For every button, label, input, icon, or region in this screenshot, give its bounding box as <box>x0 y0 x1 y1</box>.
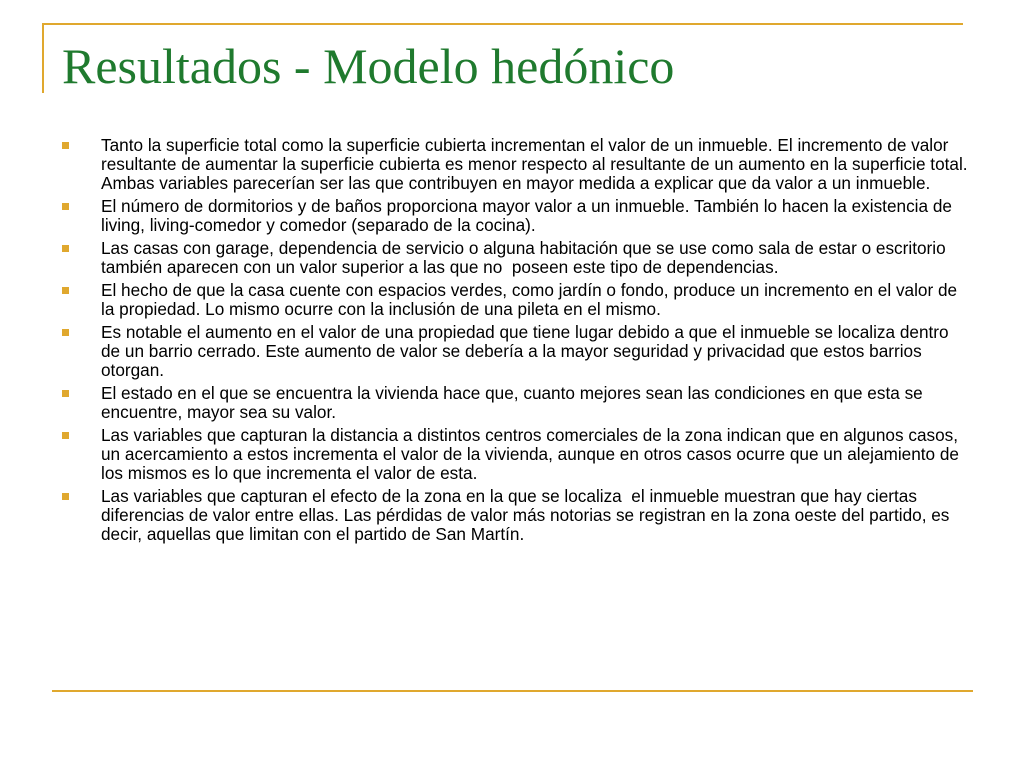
frame-left-line <box>42 23 44 93</box>
bullet-item <box>62 323 968 380</box>
bullet-item <box>62 239 968 277</box>
square-bullet-icon <box>62 493 69 500</box>
square-bullet-icon <box>62 203 69 210</box>
square-bullet-icon <box>62 390 69 397</box>
bullet-text: Las casas con garage, dependencia de servicio o alguna habitación que se use como sala de estar o escritorio también aparecen con un valor superior a las que no poseen este tipo de dependencias. <box>101 238 951 277</box>
bullet-item <box>62 197 968 235</box>
frame-bottom-line <box>52 690 973 692</box>
bullet-item <box>62 281 968 319</box>
slide-title: Resultados - Modelo hedónico <box>62 38 675 94</box>
bullet-item <box>62 384 968 422</box>
bullet-text: Tanto la superficie total como la superficie cubierta incrementan el valor de un inmueble. El incremento de valor resultante de aumentar la superficie cubierta es menor respecto al resultante de un aumento en la superficie total. Ambas variables parecerían ser las que contribuyen en mayor medida a explicar que da valor a un inmueble. <box>101 135 972 193</box>
bullet-text: El número de dormitorios y de baños proporciona mayor valor a un inmueble. También lo hacen la existencia de living, living-comedor y comedor (separado de la cocina). <box>101 196 957 235</box>
frame-top-line <box>42 23 963 25</box>
bullet-text: Las variables que capturan el efecto de la zona en la que se localiza el inmueble muestran que hay ciertas diferencias de valor entre ellas. Las pérdidas de valor más notorias se registran en la zona oeste del partido, es decir, aquellas que limitan con el partido de San Martín. <box>101 486 955 544</box>
bullet-text: Las variables que capturan la distancia a distintos centros comerciales de la zona indican que en algunos casos, un acercamiento a estos incrementa el valor de la vivienda, aunque en otros casos ocurre que un alejamiento de los mismos es lo que incrementa el valor de esta. <box>101 425 964 483</box>
square-bullet-icon <box>62 142 69 149</box>
square-bullet-icon <box>62 329 69 336</box>
square-bullet-icon <box>62 245 69 252</box>
bullet-text: El hecho de que la casa cuente con espacios verdes, como jardín o fondo, produce un incremento en el valor de la propiedad. Lo mismo ocurre con la inclusión de una pileta en el mismo. <box>101 280 962 319</box>
bullet-list <box>62 135 972 548</box>
bullet-item <box>62 487 968 544</box>
square-bullet-icon <box>62 287 69 294</box>
bullet-text: Es notable el aumento en el valor de una propiedad que tiene lugar debido a que el inmueble se localiza dentro de un barrio cerrado. Este aumento de valor se debería a la mayor seguridad y privacidad que estos barrios otorgan. <box>101 322 954 380</box>
bullet-text: El estado en el que se encuentra la vivienda hace que, cuanto mejores sean las condiciones en que esta se encuentre, mayor sea su valor. <box>101 383 928 422</box>
square-bullet-icon <box>62 432 69 439</box>
bullet-item <box>62 135 972 193</box>
bullet-item <box>62 426 968 483</box>
